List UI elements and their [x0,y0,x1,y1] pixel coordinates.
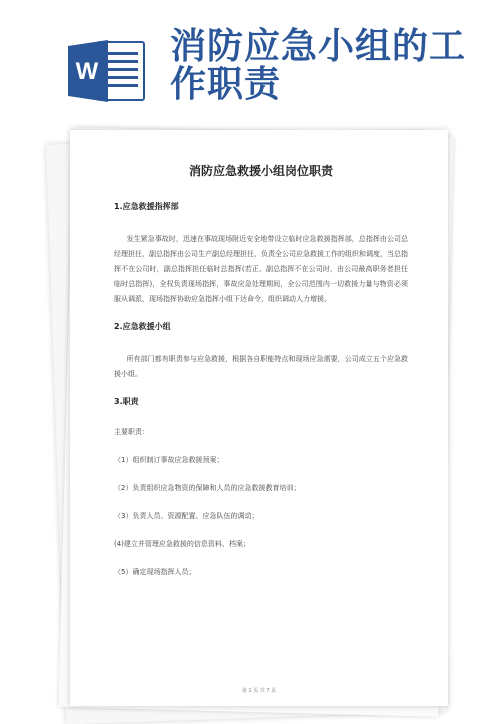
section-heading: 1.应急救援指挥部 [114,202,179,211]
word-icon-letter: W [75,58,99,85]
duty-item: (4)建立并管理应急救援的信息资料、档案； [114,540,250,548]
header-banner [0,0,500,125]
section-paragraph: 所有部门都有职责参与应急救援，根据各自职能特点和现场应急需要，公司成立五个应急救援小组。 [114,355,408,378]
duties-heading: 3.职责 [114,397,139,406]
duty-item: （3）负责人员、资源配置、应急队伍的调动； [114,512,259,520]
word-icon [68,38,148,104]
duty-item: （2）负责组织应急物资的保障和人员的应急救援教育培训； [114,484,301,492]
document-title: 消防应急救援小组岗位职责 [188,164,333,178]
header-title: 消防应急小组的工作职责 [170,26,467,105]
duty-item: （1）组织制订事故应急救援预案； [114,456,224,464]
main-duties-label: 主要职责： [114,428,149,436]
duty-item: （5）确定现场指挥人员； [114,568,196,576]
document-page[interactable] [70,130,448,706]
section-heading: 2.应急救援小组 [114,322,171,331]
page-number: 第 1 页 共 7 页 [241,688,277,694]
section-paragraph: 发生紧急事故时，迅速在事故现场附近安全地带设立临时应急救援指挥部，总指挥由公司总经理担任，副总指挥由公司生产副总经理担任，负责全公司应急救援工作的组织和调度，当总指挥不在公司时，副总指挥担任临时总指挥(若正、副总指挥不在公司时，由公司最高职务者担任临时总指挥)，全权负责现场指挥，事故应急处理期间，全公司范围内一切救援力量与物资必须服从调派，现场指挥协助应急指挥小组下达命令，组织调动人力增援。 [114,235,408,303]
